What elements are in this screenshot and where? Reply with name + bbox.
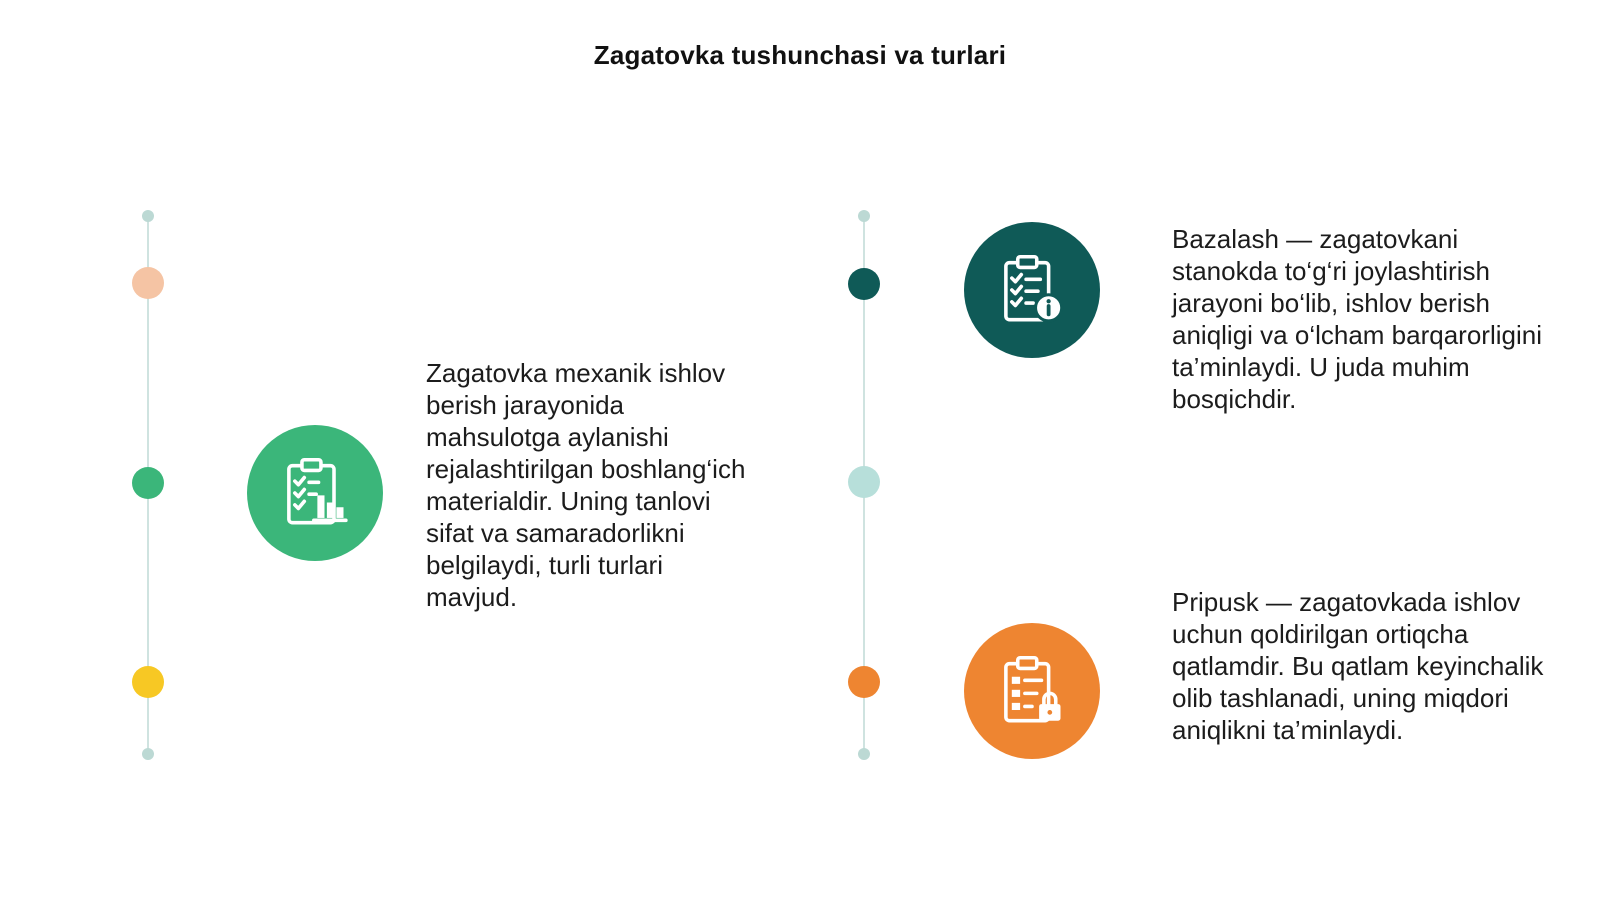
clipboard-info-badge (964, 222, 1100, 358)
left-timeline (136, 210, 160, 760)
zagatovka-description: Zagatovka mexanik ishlov berish jarayonida mahsulotga aylanishi rejalashtirilgan boshlang‘ich materialdir. Uning tanlovi sifat va samaradorlikni belgilaydi, turli turlari mavjud. (426, 358, 746, 612)
clipboard-lock-icon (994, 653, 1070, 729)
timeline-marker-orange (848, 666, 880, 698)
timeline-marker-peach (132, 267, 164, 299)
timeline-marker-mint (848, 466, 880, 498)
timeline-marker-green (132, 467, 164, 499)
timeline-marker-yellow (132, 666, 164, 698)
clipboard-lock-badge (964, 623, 1100, 759)
right-timeline (852, 210, 876, 760)
clipboard-chart-badge (247, 425, 383, 561)
clipboard-chart-icon (277, 455, 353, 531)
timeline-end-point (858, 748, 870, 760)
timeline-end-point (142, 748, 154, 760)
timeline-start-point (142, 210, 154, 222)
timeline-marker-dark-teal (848, 268, 880, 300)
pripusk-description: Pripusk — zagatovkada ishlov uchun qoldirilgan ortiqcha qatlamdir. Bu qatlam keyinchalik olib tashlanadi, uning miqdori aniqlikni ta’minlaydi. (1172, 587, 1544, 745)
timeline-start-point (858, 210, 870, 222)
clipboard-info-icon (994, 252, 1070, 328)
bazalash-description: Bazalash — zagatovkani stanokda to‘g‘ri joylashtirish jarayoni bo‘lib, ishlov berish aniqligi va o‘lcham barqarorligini ta’minlaydi. U juda muhim bosqichdir. (1172, 224, 1542, 414)
slide-title: Zagatovka tushunchasi va turlari (593, 40, 1007, 70)
